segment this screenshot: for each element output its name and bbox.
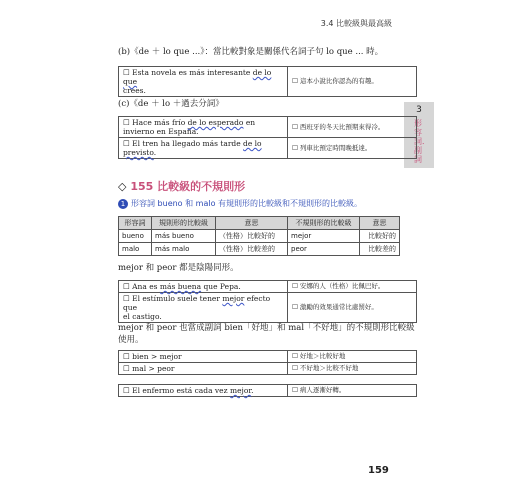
table-header-row <box>119 217 400 230</box>
paragraph-adverb-line1: mejor 和 peor 也當成副詞 bien「好地」和 mal「不好地」的不規則形比較級 <box>118 323 415 333</box>
table-cell: más malo <box>152 243 216 256</box>
table-row <box>119 385 417 397</box>
chinese-translation: ☐ 激勵的效果通常比處罰好。 <box>288 293 417 323</box>
paragraph-adverb-line2: 使用。 <box>118 335 144 345</box>
spanish-example: ☐ El tren ha llegado más tarde de lo previsto. <box>119 138 288 159</box>
diamond-icon: ◇ <box>118 180 127 193</box>
column-header: 不規則形的比較級 <box>288 217 360 230</box>
spanish-example: ☐ bien > mejor <box>119 351 288 363</box>
table-row <box>119 138 417 159</box>
chinese-translation: ☐ 西班牙的冬天比預期來得冷。 <box>288 117 417 138</box>
chinese-translation: ☐ 這本小說比你認為的有趣。 <box>288 67 417 97</box>
section-number: 155 <box>130 180 154 193</box>
table-cell: （性格）比較差的 <box>216 243 288 256</box>
table-row <box>119 293 417 323</box>
column-header: 形容詞 <box>119 217 152 230</box>
spanish-example: ☐ Hace más frío de lo esperado en invierno en España. <box>119 117 288 138</box>
chapter-number: 3 <box>416 105 422 115</box>
table-cell: 比較差的 <box>359 243 399 256</box>
table-cell: bueno <box>119 230 152 243</box>
table-row <box>119 230 400 243</box>
spanish-example: ☐ mal > peor <box>119 363 288 375</box>
table-cell: malo <box>119 243 152 256</box>
spanish-example: ☐ El estímulo suele tener mejor efecto que el castigo. <box>119 293 288 323</box>
spanish-example: ☐ Ana es más buena que Pepa. <box>119 281 288 293</box>
chapter-label: 形容詞．副詞 <box>414 119 430 164</box>
column-header: 意思 <box>216 217 288 230</box>
example-table-e <box>118 350 417 375</box>
section-title: 比較級的不規則形 <box>157 180 246 193</box>
example-table-f <box>118 384 417 397</box>
column-header: 意思 <box>359 217 399 230</box>
point-number: 1 <box>118 199 128 209</box>
chinese-translation: ☐ 好地＞比較好地 <box>288 351 417 363</box>
table-row <box>119 117 417 138</box>
example-table-b <box>118 66 417 97</box>
table-cell: peor <box>288 243 360 256</box>
chinese-translation: ☐ 病人逐漸好轉。 <box>288 385 417 397</box>
section-c-heading: (c)《de ＋ lo ＋過去分詞》 <box>118 99 224 109</box>
table-cell: 比較好的 <box>359 230 399 243</box>
table-cell: mejor <box>288 230 360 243</box>
running-header: 3.4 比較級與最高級 <box>320 19 392 28</box>
table-row <box>119 363 417 375</box>
example-table-c <box>118 116 417 159</box>
chinese-translation: ☐ 列車比預定時間晚抵達。 <box>288 138 417 159</box>
table-row <box>119 243 400 256</box>
table-row <box>119 281 417 293</box>
spanish-example: ☐ El enfermo está cada vez mejor. <box>119 385 288 397</box>
section-155-title <box>118 178 245 194</box>
table-row <box>119 67 417 97</box>
section-b-heading: (b)《de ＋ lo que ...》：當比較對象是關係代名詞子句 lo que ... 時。 <box>118 47 384 57</box>
column-header: 規則形的比較級 <box>152 217 216 230</box>
point-text: 形容詞 bueno 和 malo 有規則形的比較級和不規則形的比較級。 <box>131 199 363 208</box>
spanish-example: ☐ Esta novela es más interesante de lo que crees. <box>119 67 288 97</box>
chinese-translation: ☐ 安娜的人（性格）比佩巴好。 <box>288 281 417 293</box>
paragraph-gender: mejor 和 peor 都是陰陽同形。 <box>118 263 239 273</box>
irregular-comparative-table <box>118 216 400 256</box>
table-row <box>119 351 417 363</box>
page-number: 159 <box>368 465 389 476</box>
example-table-d <box>118 280 417 323</box>
table-cell: más bueno <box>152 230 216 243</box>
table-cell: （性格）比較好的 <box>216 230 288 243</box>
point-1 <box>118 198 362 209</box>
chinese-translation: ☐ 不好地＞比較不好地 <box>288 363 417 375</box>
